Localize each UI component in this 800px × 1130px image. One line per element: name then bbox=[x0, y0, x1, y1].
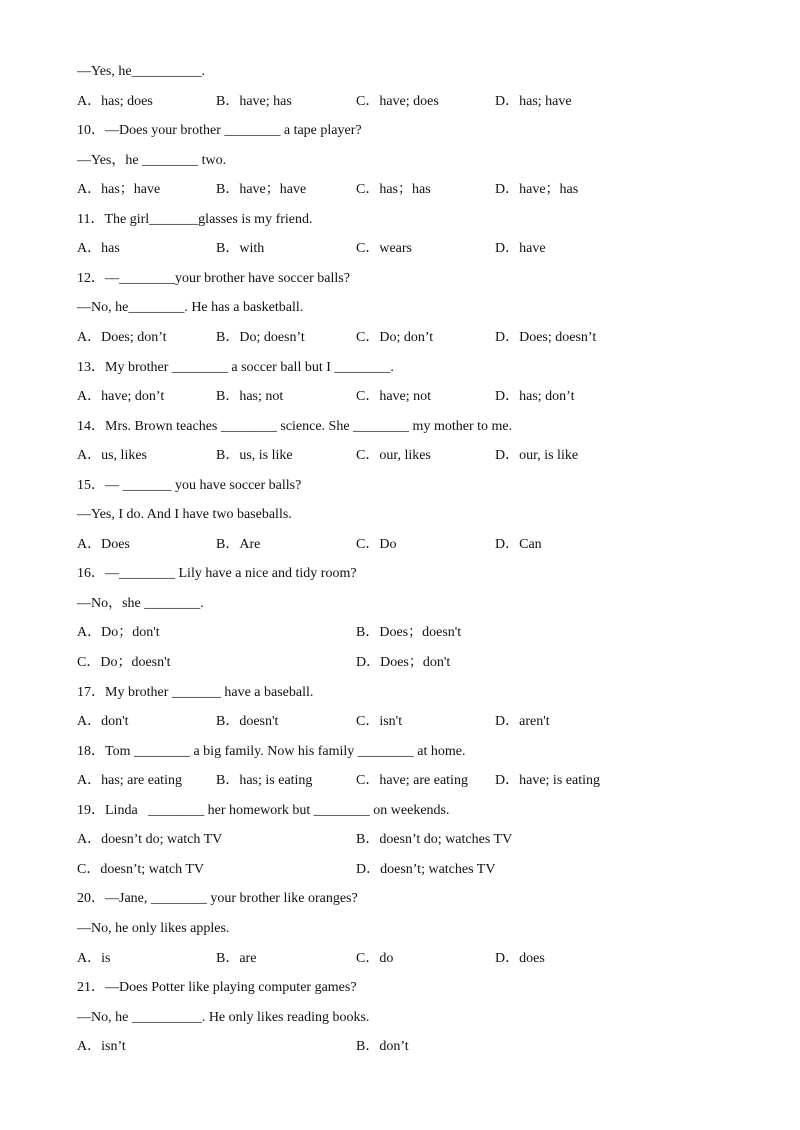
question-line: —Yes, I do. And I have two baseballs. bbox=[77, 507, 292, 522]
answer-option[interactable]: B．with bbox=[216, 241, 265, 256]
options-row bbox=[77, 329, 777, 347]
question-line: 11．The girl_______glasses is my friend. bbox=[77, 212, 313, 227]
question-line: —No, he only likes apples. bbox=[77, 921, 230, 936]
question-line: 14．Mrs. Brown teaches ________ science. She ________ my mother to me. bbox=[77, 419, 513, 434]
answer-option[interactable]: A．has; are eating bbox=[77, 773, 182, 788]
question-line: 15．— _______ you have soccer balls? bbox=[77, 478, 302, 493]
answer-option[interactable]: B．Does；doesn't bbox=[356, 625, 462, 640]
options-row bbox=[77, 624, 777, 642]
answer-option[interactable]: B．us, is like bbox=[216, 448, 293, 463]
question-line: 19．Linda ________ her homework but ________ on weekends. bbox=[77, 803, 450, 818]
question-line: 17．My brother _______ have a baseball. bbox=[77, 685, 314, 700]
answer-option[interactable]: D．have；has bbox=[495, 182, 579, 197]
options-row bbox=[77, 388, 777, 406]
answer-option[interactable]: A．Do；don't bbox=[77, 625, 160, 640]
question-line: 20．—Jane, ________ your brother like oranges? bbox=[77, 891, 358, 906]
answer-option[interactable]: B．has; not bbox=[216, 389, 284, 404]
answer-option[interactable]: D．has; have bbox=[495, 94, 572, 109]
answer-option[interactable]: B．has; is eating bbox=[216, 773, 313, 788]
options-row bbox=[77, 654, 777, 672]
options-row bbox=[77, 93, 777, 111]
answer-option[interactable]: A．has bbox=[77, 241, 120, 256]
options-row bbox=[77, 181, 777, 199]
answer-option[interactable]: D．have; is eating bbox=[495, 773, 600, 788]
answer-option[interactable]: B．don’t bbox=[356, 1039, 409, 1054]
question-line: 13．My brother ________ a soccer ball but I ________. bbox=[77, 360, 394, 375]
answer-option[interactable]: C．do bbox=[356, 951, 394, 966]
options-row bbox=[77, 447, 777, 465]
answer-option[interactable]: A．Does; don’t bbox=[77, 330, 167, 345]
answer-option[interactable]: C．have; are eating bbox=[356, 773, 468, 788]
answer-option[interactable]: B．have; has bbox=[216, 94, 292, 109]
answer-option[interactable]: C．wears bbox=[356, 241, 412, 256]
options-row bbox=[77, 772, 777, 790]
question-line: 12．—________your brother have soccer balls? bbox=[77, 271, 350, 286]
answer-option[interactable]: C．doesn’t; watch TV bbox=[77, 862, 205, 877]
answer-option[interactable]: B．have；have bbox=[216, 182, 307, 197]
options-row bbox=[77, 536, 777, 554]
answer-option[interactable]: D．aren't bbox=[495, 714, 550, 729]
answer-option[interactable]: B．Are bbox=[216, 537, 261, 552]
answer-option[interactable]: D．our, is like bbox=[495, 448, 579, 463]
answer-option[interactable]: C．isn't bbox=[356, 714, 403, 729]
answer-option[interactable]: C．have; does bbox=[356, 94, 439, 109]
answer-option[interactable]: A．has; does bbox=[77, 94, 153, 109]
answer-option[interactable]: B．doesn’t do; watches TV bbox=[356, 832, 513, 847]
question-line: —No, he________. He has a basketball. bbox=[77, 300, 304, 315]
answer-option[interactable]: B．Do; doesn’t bbox=[216, 330, 305, 345]
answer-option[interactable]: B．are bbox=[216, 951, 257, 966]
answer-option[interactable]: A．us, likes bbox=[77, 448, 147, 463]
answer-option[interactable]: D．Does; doesn’t bbox=[495, 330, 597, 345]
answer-option[interactable]: A．isn’t bbox=[77, 1039, 126, 1054]
answer-option[interactable]: A．don't bbox=[77, 714, 129, 729]
options-row bbox=[77, 713, 777, 731]
answer-option[interactable]: A．doesn’t do; watch TV bbox=[77, 832, 223, 847]
question-line: —Yes, he__________. bbox=[77, 64, 206, 79]
options-row bbox=[77, 831, 777, 849]
question-line: 16．—________ Lily have a nice and tidy room? bbox=[77, 566, 357, 581]
options-row bbox=[77, 950, 777, 968]
options-row bbox=[77, 240, 777, 258]
answer-option[interactable]: D．Does；don't bbox=[356, 655, 451, 670]
answer-option[interactable]: A．Does bbox=[77, 537, 130, 552]
question-line: —No, he __________. He only likes reading books. bbox=[77, 1010, 370, 1025]
answer-option[interactable]: C．Do; don’t bbox=[356, 330, 434, 345]
options-row bbox=[77, 1038, 777, 1056]
answer-option[interactable]: D．does bbox=[495, 951, 545, 966]
answer-option[interactable]: C．have; not bbox=[356, 389, 432, 404]
answer-option[interactable]: C．Do bbox=[356, 537, 397, 552]
question-line: 18．Tom ________ a big family. Now his family ________ at home. bbox=[77, 744, 466, 759]
question-line: 10．—Does your brother ________ a tape player? bbox=[77, 123, 362, 138]
answer-option[interactable]: D．doesn’t; watches TV bbox=[356, 862, 496, 877]
question-line: —No，she ________. bbox=[77, 596, 204, 611]
question-line: 21．—Does Potter like playing computer games? bbox=[77, 980, 357, 995]
answer-option[interactable]: C．Do；doesn't bbox=[77, 655, 171, 670]
answer-option[interactable]: A．has；have bbox=[77, 182, 161, 197]
answer-option[interactable]: B．doesn't bbox=[216, 714, 279, 729]
question-line: —Yes，he ________ two. bbox=[77, 153, 227, 168]
answer-option[interactable]: A．have; don’t bbox=[77, 389, 165, 404]
options-row bbox=[77, 861, 777, 879]
answer-option[interactable]: C．our, likes bbox=[356, 448, 431, 463]
answer-option[interactable]: C．has；has bbox=[356, 182, 431, 197]
answer-option[interactable]: D．have bbox=[495, 241, 546, 256]
answer-option[interactable]: D．Can bbox=[495, 537, 542, 552]
answer-option[interactable]: D．has; don’t bbox=[495, 389, 575, 404]
answer-option[interactable]: A．is bbox=[77, 951, 111, 966]
